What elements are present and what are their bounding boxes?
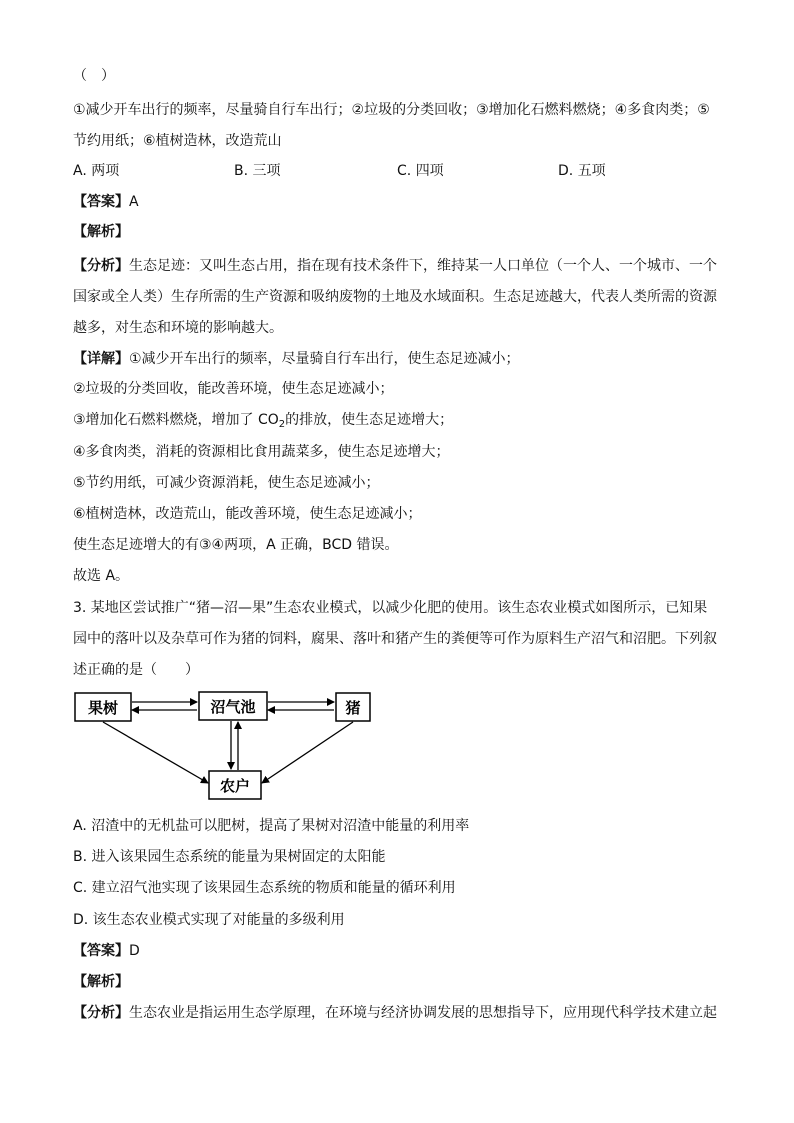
fenxi-tag: 【分析】 <box>73 1005 129 1021</box>
answer-tag: 【答案】 <box>73 194 129 210</box>
q2-option-a: A. 两项 <box>73 163 120 179</box>
xiangjie-tag: 【详解】 <box>73 351 129 367</box>
q2-analysis-tag: 【解析】 <box>73 224 129 240</box>
q3-option-b: B. 进入该果园生态系统的能量为果树固定的太阳能 <box>73 849 386 865</box>
q3-option-c: C. 建立沼气池实现了该果园生态系统的物质和能量的循环利用 <box>73 880 456 896</box>
q2-fenxi-line1: 【分析】生态足迹：又叫生态占用，指在现有技术条件下，维持某一人口单位（一个人、一个城市、一个 <box>73 258 717 274</box>
q2-items-line2: 节约用纸；⑥植树造林，改造荒山 <box>73 133 282 149</box>
q2-option-d: D. 五项 <box>558 163 606 179</box>
answer-value: D <box>129 943 140 959</box>
q2-conclusion: 使生态足迹增大的有③④两项，A 正确，BCD 错误。 <box>73 537 399 553</box>
q2-answer <box>73 192 139 212</box>
q3-stem-line3: 述正确的是（ ） <box>73 662 199 678</box>
q3-answer <box>73 941 140 961</box>
q3-option-a: A. 沼渣中的无机盐可以肥树，提高了果树对沼渣中能量的利用率 <box>73 818 470 834</box>
q3-stem-line2: 园中的落叶以及杂草可作为猪的饲料，腐果、落叶和猪产生的粪便等可作为原料生产沼气和沼肥。下列叙 <box>73 631 717 647</box>
q2-detail-6: ⑥植树造林，改造荒山，能改善环境，使生态足迹减小； <box>73 506 422 522</box>
q2-detail-2: ②垃圾的分类回收，能改善环境，使生态足迹减小； <box>73 381 394 397</box>
q2-paren: （ ） <box>73 68 115 84</box>
node-fruit-label: 果树 <box>87 699 119 717</box>
arrow-pig-to-farmer <box>262 722 353 783</box>
q2-detail-1: 【详解】①减少开车出行的频率，尽量骑自行车出行，使生态足迹减小； <box>73 351 520 367</box>
q2-option-c: C. 四项 <box>397 163 444 179</box>
q3-stem-line1: 3. 某地区尝试推广“猪—沼—果”生态农业模式，以减少化肥的使用。该生态农业模式如图所示，已知果 <box>73 600 708 616</box>
answer-tag: 【答案】 <box>73 943 129 959</box>
q2-detail-5: ⑤节约用纸，可减少资源消耗，使生态足迹减小； <box>73 475 380 491</box>
q2-items-line1: ①减少开车出行的频率，尽量骑自行车出行；②垃圾的分类回收；③增加化石燃料燃烧；④多食肉类；⑤ <box>73 102 710 118</box>
q2-detail-3: ③增加化石燃料燃烧，增加了 $CO_2$的排放，使生态足迹增大； <box>73 412 454 430</box>
node-pig-label: 猪 <box>345 699 361 717</box>
q2-choose: 故选 A。 <box>73 568 130 584</box>
q2-option-b: B. 三项 <box>234 163 281 179</box>
answer-value: A <box>129 194 139 210</box>
node-farmer-label: 农户 <box>219 777 251 795</box>
q3-option-d: D. 该生态农业模式实现了对能量的多级利用 <box>73 912 345 928</box>
arrow-fruit-to-farmer <box>103 722 208 783</box>
fenxi-tag: 【分析】 <box>73 258 129 274</box>
ecosystem-diagram <box>70 686 380 806</box>
q2-fenxi-line2: 国家或全人类）生存所需的生产资源和吸纳废物的土地及水域面积。生态足迹越大，代表人类所需的资源 <box>73 289 717 305</box>
node-biogas-label: 沼气池 <box>210 698 256 716</box>
ecosystem-diagram-svg <box>70 686 380 806</box>
q3-fenxi-line1: 【分析】生态农业是指运用生态学原理，在环境与经济协调发展的思想指导下，应用现代科学技术建立起 <box>73 1005 717 1021</box>
q2-fenxi-line3: 越多，对生态和环境的影响越大。 <box>73 320 283 336</box>
q3-analysis-tag: 【解析】 <box>73 974 129 990</box>
q2-detail-4: ④多食肉类，消耗的资源相比食用蔬菜多，使生态足迹增大； <box>73 444 450 460</box>
